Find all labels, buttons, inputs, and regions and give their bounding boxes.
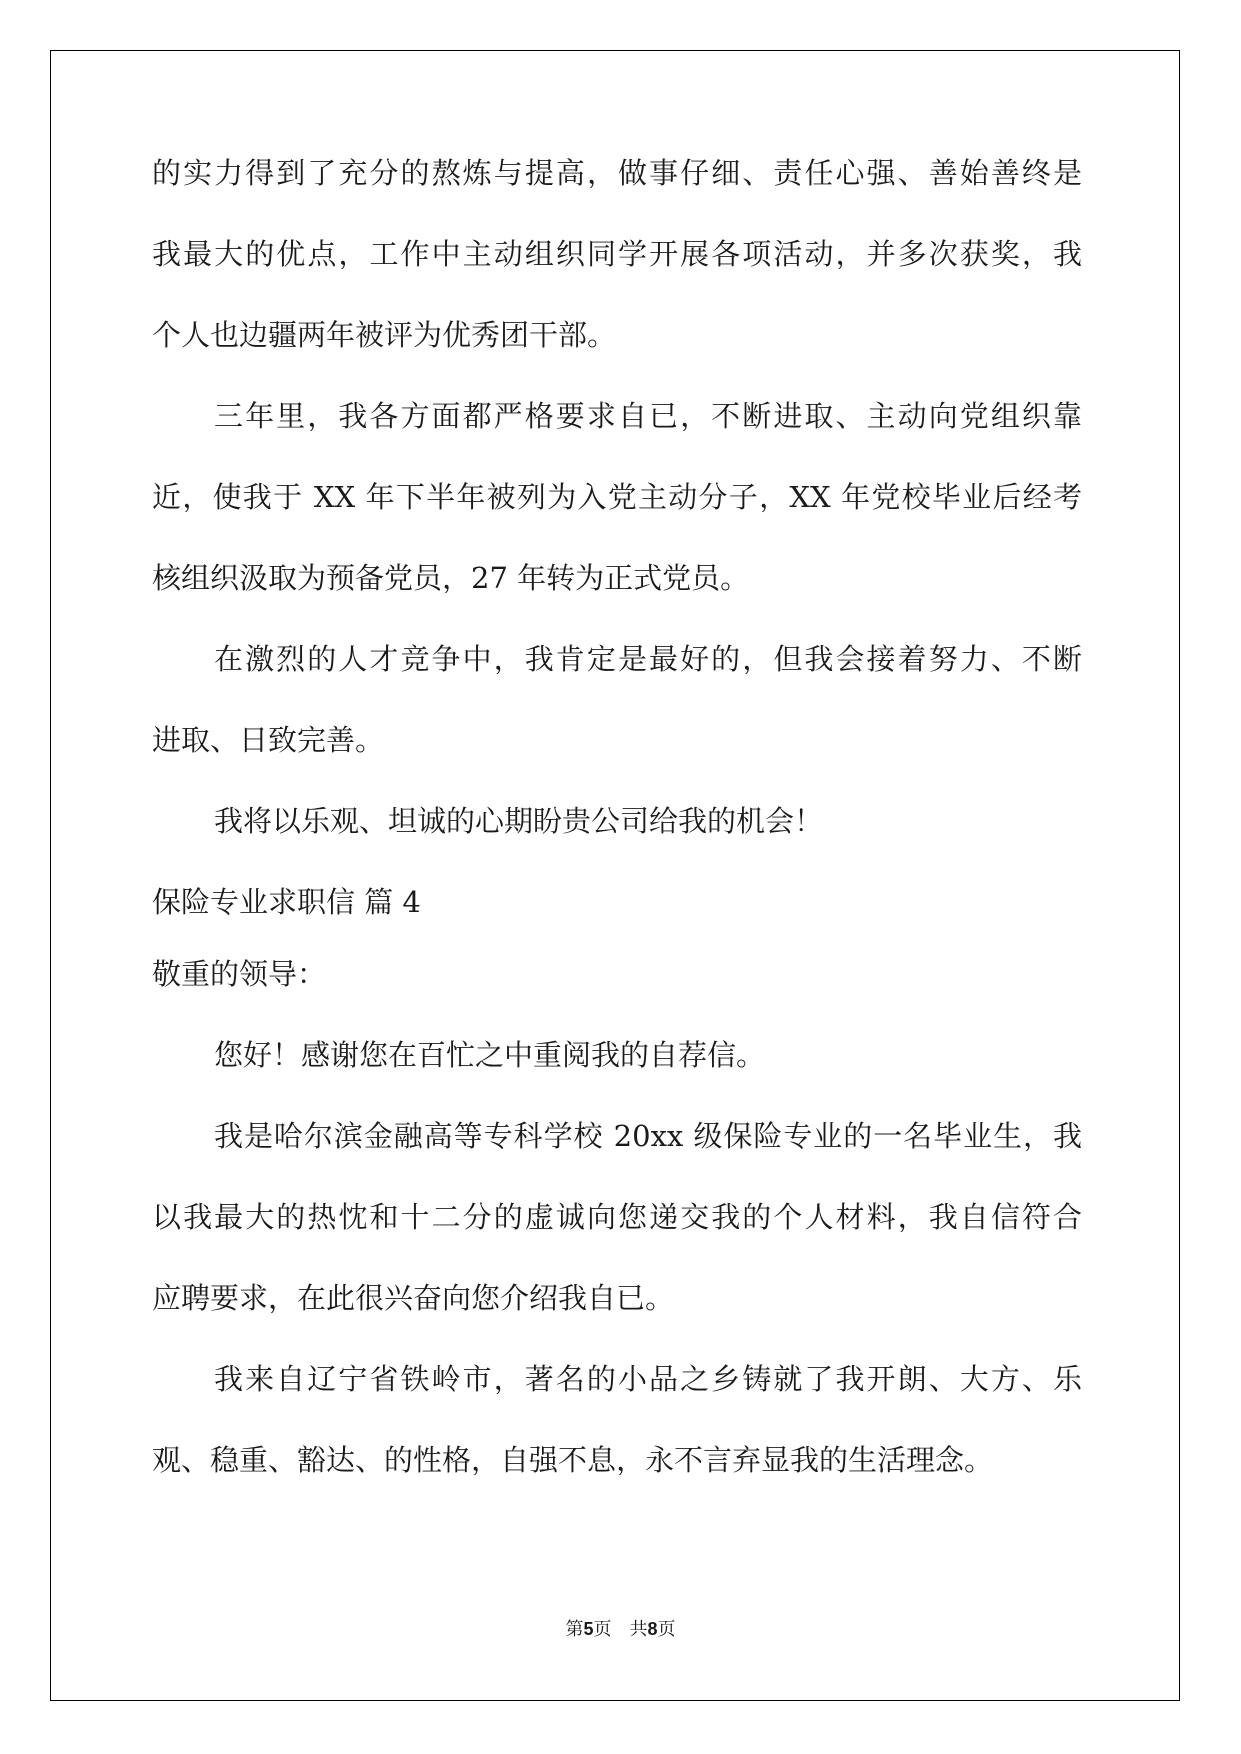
paragraph-line: 我是哈尔滨金融高等专科学校 20xx 级保险专业的一名毕业生，我 xyxy=(214,1121,1082,1151)
paragraph-line: 核组织汲取为预备党员，27 年转为正式党员。 xyxy=(152,563,750,593)
salutation: 敬重的领导： xyxy=(152,959,327,989)
document-body xyxy=(152,158,1082,1526)
footer-total-suffix: 页 xyxy=(657,1619,676,1640)
paragraph-line: 以我最大的热忱和十二分的虚诚向您递交我的个人材料，我自信符合 xyxy=(152,1202,1082,1232)
paragraph-line: 我将以乐观、坦诚的心期盼贵公司给我的机会！ xyxy=(214,806,824,836)
total-page-number: 8 xyxy=(647,1619,658,1639)
paragraph-line: 近，使我于 XX 年下半年被列为入党主动分子，XX 年党校毕业后经考 xyxy=(152,482,1082,512)
current-page-number: 5 xyxy=(583,1619,594,1639)
paragraph-line: 应聘要求，在此很兴奋向您介绍我自已。 xyxy=(152,1283,675,1313)
paragraph-line: 进取、日致完善。 xyxy=(152,725,385,755)
paragraph-line: 个人也边疆两年被评为优秀团干部。 xyxy=(152,320,617,350)
footer-prefix: 第 xyxy=(565,1619,584,1640)
paragraph-line: 您好！感谢您在百忙之中重阅我的自荐信。 xyxy=(214,1040,766,1070)
paragraph-line: 的实力得到了充分的熬炼与提高，做事仔细、责任心强、善始善终是 xyxy=(152,158,1082,188)
paragraph-line: 在激烈的人才竞争中，我肯定是最好的，但我会接着努力、不断 xyxy=(214,644,1082,674)
section-heading: 保险专业求职信 篇 4 xyxy=(152,887,421,917)
footer-page-suffix: 页 xyxy=(593,1619,612,1640)
paragraph-line: 三年里，我各方面都严格要求自已，不断进取、主动向党组织靠 xyxy=(214,401,1082,431)
page-footer xyxy=(0,1618,1241,1641)
paragraph-line: 我最大的优点，工作中主动组织同学开展各项活动，并多次获奖，我 xyxy=(152,239,1082,269)
paragraph-line: 我来自辽宁省铁岭市，著名的小品之乡铸就了我开朗、大方、乐 xyxy=(214,1364,1082,1394)
footer-total-prefix: 共 xyxy=(629,1619,648,1640)
paragraph-line: 观、稳重、豁达、的性格，自强不息，永不言弃显我的生活理念。 xyxy=(152,1445,994,1475)
